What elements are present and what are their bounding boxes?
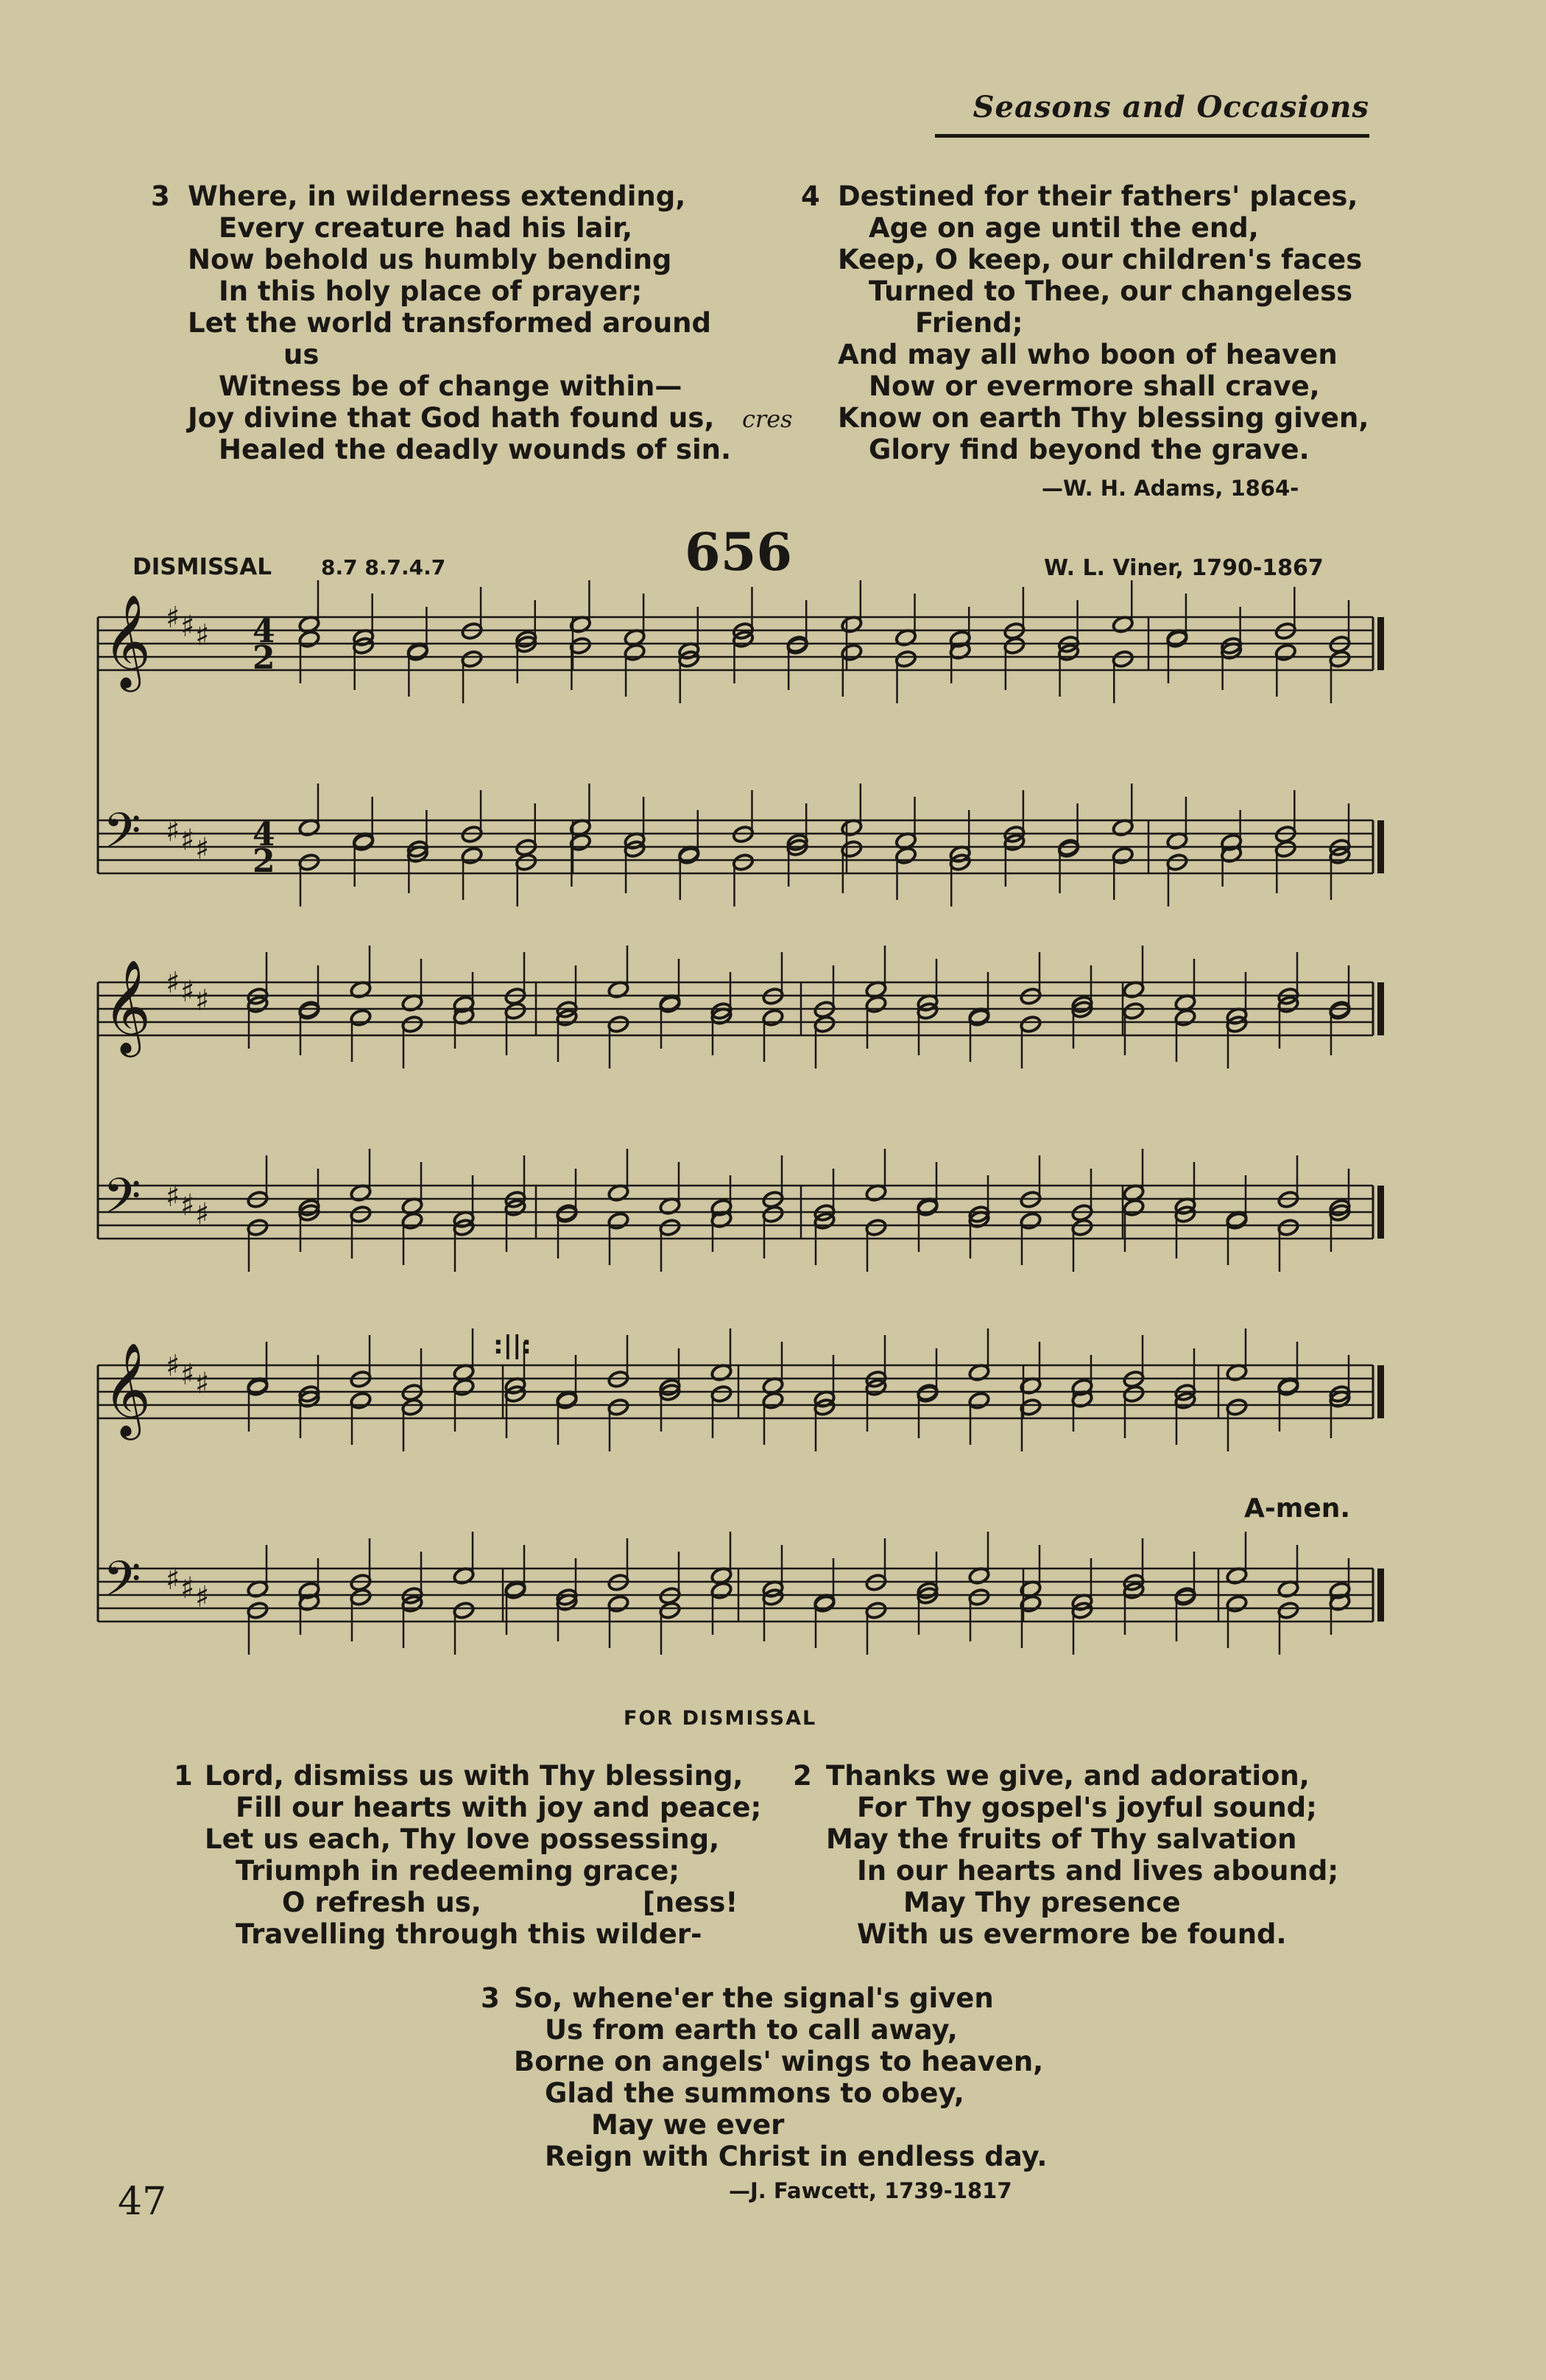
verse-line: Now or evermore shall crave,	[869, 370, 1320, 402]
note-head	[350, 1391, 373, 1410]
note-head	[1329, 1001, 1352, 1021]
note-head	[453, 1378, 476, 1397]
note-head	[453, 1601, 476, 1620]
repeat-sign-icon: :||:	[493, 1331, 532, 1360]
sharp-icon: ♯	[195, 1580, 210, 1614]
composer: W. L. Viner, 1790-1867	[1044, 555, 1324, 581]
sharp-icon: ♯	[166, 1349, 180, 1383]
note-head	[401, 1211, 424, 1231]
note-head	[1226, 1398, 1249, 1417]
verse-line: Now behold us humbly bending	[188, 244, 672, 275]
final-barline	[1377, 820, 1384, 873]
final-barline	[1377, 982, 1384, 1035]
treble-clef-icon: 𝄞	[103, 594, 152, 688]
note-head	[401, 1015, 424, 1034]
note-head	[1057, 839, 1080, 859]
note-head	[841, 839, 864, 859]
note-head	[504, 1001, 527, 1021]
sharp-icon: ♯	[195, 1367, 210, 1401]
note-head	[762, 1008, 785, 1027]
note-head	[865, 1601, 888, 1620]
verse-line: Where, in wilderness extending,	[188, 180, 686, 212]
verse-line: Know on earth Thy blessing given,	[838, 402, 1369, 434]
treble-clef-icon: 𝄞	[103, 959, 152, 1053]
note-head	[1123, 1198, 1146, 1217]
sharp-icon: ♯	[166, 1563, 180, 1596]
note-head	[352, 833, 375, 852]
note-head	[1112, 649, 1134, 669]
note-head	[894, 846, 917, 865]
note-head	[786, 636, 809, 655]
note-head	[1274, 839, 1297, 859]
verse-line: For Thy gospel's joyful sound;	[857, 1792, 1317, 1823]
verse-line: Joy divine that God hath found us,	[188, 402, 715, 434]
verse-line: So, whene'er the signal's given	[514, 1982, 994, 2014]
verse-line: Let the world transformed around	[188, 307, 711, 339]
note-head	[1174, 1588, 1197, 1607]
note-head	[298, 1001, 321, 1021]
note-head	[917, 1384, 939, 1404]
sharp-icon: ♯	[180, 1358, 195, 1392]
verse-line: us	[283, 339, 320, 370]
note-head	[350, 1588, 373, 1607]
verse-line: Glad the summons to obey,	[545, 2077, 964, 2109]
hymn-number: 656	[685, 521, 793, 582]
bass-clef-icon: 𝄢	[103, 1551, 141, 1619]
note-head	[298, 630, 321, 649]
note-head	[659, 995, 682, 1014]
sharp-icon: ♯	[195, 832, 210, 866]
note-head	[677, 846, 700, 865]
note-head	[710, 1581, 733, 1600]
final-barline	[1377, 617, 1384, 670]
amen-label: A-men.	[1244, 1493, 1351, 1524]
cres-mark: cres	[742, 405, 793, 433]
section-header: Seasons and Occasions	[973, 90, 1369, 124]
verse-line: Reign with Christ in endless day.	[545, 2141, 1048, 2172]
note-head	[968, 1588, 991, 1607]
time-signature: 2	[253, 842, 275, 880]
verse-line: May Thy presence	[903, 1887, 1181, 1918]
verse-line: Witness be of change within—	[219, 370, 682, 402]
note-head	[1166, 853, 1189, 872]
note-head	[607, 1015, 630, 1034]
verse-line: And may all who boon of heaven	[838, 339, 1338, 370]
note-head	[1174, 1008, 1197, 1027]
sharp-icon: ♯	[166, 814, 180, 848]
note-head	[1277, 1218, 1300, 1237]
note-head	[247, 1218, 269, 1237]
sharp-icon: ♯	[195, 619, 210, 652]
note-head	[865, 995, 888, 1014]
verse-line: Destined for their fathers' places,	[838, 180, 1358, 212]
note-head	[865, 1218, 888, 1237]
verse-line: With us evermore be found.	[857, 1918, 1287, 1950]
note-head	[624, 643, 646, 662]
sharp-icon: ♯	[195, 984, 210, 1018]
note-head	[813, 1015, 836, 1034]
note-head	[841, 643, 864, 662]
sharp-icon: ♯	[195, 1197, 210, 1231]
note-head	[710, 1384, 733, 1404]
verse-number: 3	[151, 180, 170, 212]
bass-clef-icon: 𝄢	[103, 1168, 141, 1236]
note-head	[247, 1378, 269, 1397]
attribution-prev-hymn: —W. H. Adams, 1864-	[1042, 476, 1299, 501]
verse-line: Thanks we give, and adoration,	[826, 1760, 1310, 1792]
note-head	[607, 1594, 630, 1613]
verse-line: Every creature had his lair,	[219, 212, 633, 244]
note-head	[247, 1601, 269, 1620]
note-head	[461, 846, 484, 865]
verse-line: May we ever	[591, 2109, 785, 2141]
note-head	[968, 1008, 991, 1027]
note-head	[401, 1398, 424, 1417]
verse-number: 2	[793, 1760, 812, 1792]
note-head	[1071, 1218, 1094, 1237]
verse-line: O refresh us,	[282, 1887, 481, 1918]
note-head	[556, 1391, 579, 1410]
note-head	[1123, 1001, 1146, 1021]
verse-number: 1	[174, 1760, 193, 1792]
tune-name: DISMISSAL	[133, 554, 272, 580]
sharp-icon: ♯	[166, 1180, 180, 1214]
attribution: —J. Fawcett, 1739-1817	[729, 2178, 1012, 2203]
verse-line: Fill our hearts with joy and peace;	[236, 1792, 762, 1823]
verse-line: Healed the deadly wounds of sin.	[219, 434, 732, 465]
note-head	[659, 1218, 682, 1237]
note-head	[1003, 636, 1026, 655]
bass-clef-icon: 𝄢	[103, 803, 141, 871]
verse-line: Let us each, Thy love possessing,	[205, 1823, 720, 1855]
final-barline	[1377, 1186, 1384, 1239]
final-barline	[1377, 1569, 1384, 1622]
verse-line: Friend;	[915, 307, 1023, 339]
verse-line: In our hearts and lives abound;	[857, 1855, 1339, 1887]
note-head	[1274, 643, 1297, 662]
note-head	[1226, 1211, 1249, 1231]
note-head	[1226, 1594, 1249, 1613]
verse-line: In this holy place of prayer;	[219, 275, 643, 307]
note-head	[732, 853, 755, 872]
note-head	[607, 1211, 630, 1231]
note-head	[1277, 1378, 1300, 1397]
verse-line: Us from earth to call away,	[545, 2014, 958, 2046]
note-head	[968, 1391, 991, 1410]
verse-line: Lord, dismiss us with Thy blessing,	[205, 1760, 744, 1792]
treble-clef-icon: 𝄞	[103, 1342, 152, 1436]
caption-for-dismissal: FOR DISMISSAL	[624, 1707, 817, 1730]
note-head	[1123, 1384, 1146, 1404]
verse-line: Keep, O keep, our children's faces	[838, 244, 1363, 275]
note-head	[1166, 630, 1189, 649]
note-head	[762, 1391, 785, 1410]
note-head	[659, 1601, 682, 1620]
note-head	[556, 1205, 579, 1224]
note-head	[1329, 649, 1352, 669]
sharp-icon: ♯	[180, 1571, 195, 1605]
verse-line: Borne on angels' wings to heaven,	[514, 2046, 1044, 2077]
note-head	[1020, 1015, 1042, 1034]
note-head	[406, 643, 429, 662]
note-head	[894, 649, 917, 669]
note-head	[515, 853, 537, 872]
sharp-icon: ♯	[180, 823, 195, 857]
sharp-icon: ♯	[180, 1189, 195, 1222]
sharp-icon: ♯	[166, 966, 180, 1000]
verse-3	[481, 1982, 1048, 2172]
verse-line: May the fruits of Thy salvation	[826, 1823, 1297, 1855]
note-head	[607, 1398, 630, 1417]
sharp-icon: ♯	[166, 601, 180, 635]
meter: 8.7 8.7.4.7	[321, 555, 446, 580]
time-signature: 4	[253, 816, 275, 853]
page-number: 47	[118, 2180, 167, 2224]
verse-1-overflow: [ness!	[643, 1887, 738, 1918]
verse-line: Turned to Thee, our changeless	[869, 275, 1353, 307]
note-head	[1020, 1211, 1042, 1231]
note-head	[350, 1008, 373, 1027]
note-head	[1277, 1601, 1300, 1620]
note-head	[917, 1198, 939, 1217]
note-head	[1112, 846, 1134, 865]
verse-line: Triumph in redeeming grace;	[236, 1855, 680, 1887]
note-head	[762, 1205, 785, 1224]
note-head	[350, 1205, 373, 1224]
verse-1	[174, 1760, 762, 1950]
note-head	[813, 1594, 836, 1613]
verse-line: Age on age until the end,	[869, 212, 1259, 244]
verse-2	[793, 1760, 1339, 1950]
sharp-icon: ♯	[180, 610, 195, 644]
verse-number: 3	[481, 1982, 500, 2014]
note-head	[461, 649, 484, 669]
note-head	[298, 853, 321, 872]
verse-line: Travelling through this wilder-	[236, 1918, 702, 1950]
time-signature: 2	[253, 639, 275, 677]
verse-line: Glory find beyond the grave.	[869, 434, 1310, 465]
verse-number: 4	[801, 180, 820, 212]
final-barline	[1377, 1365, 1384, 1418]
time-signature: 4	[253, 613, 275, 650]
sharp-icon: ♯	[180, 975, 195, 1009]
note-head	[504, 1581, 527, 1600]
